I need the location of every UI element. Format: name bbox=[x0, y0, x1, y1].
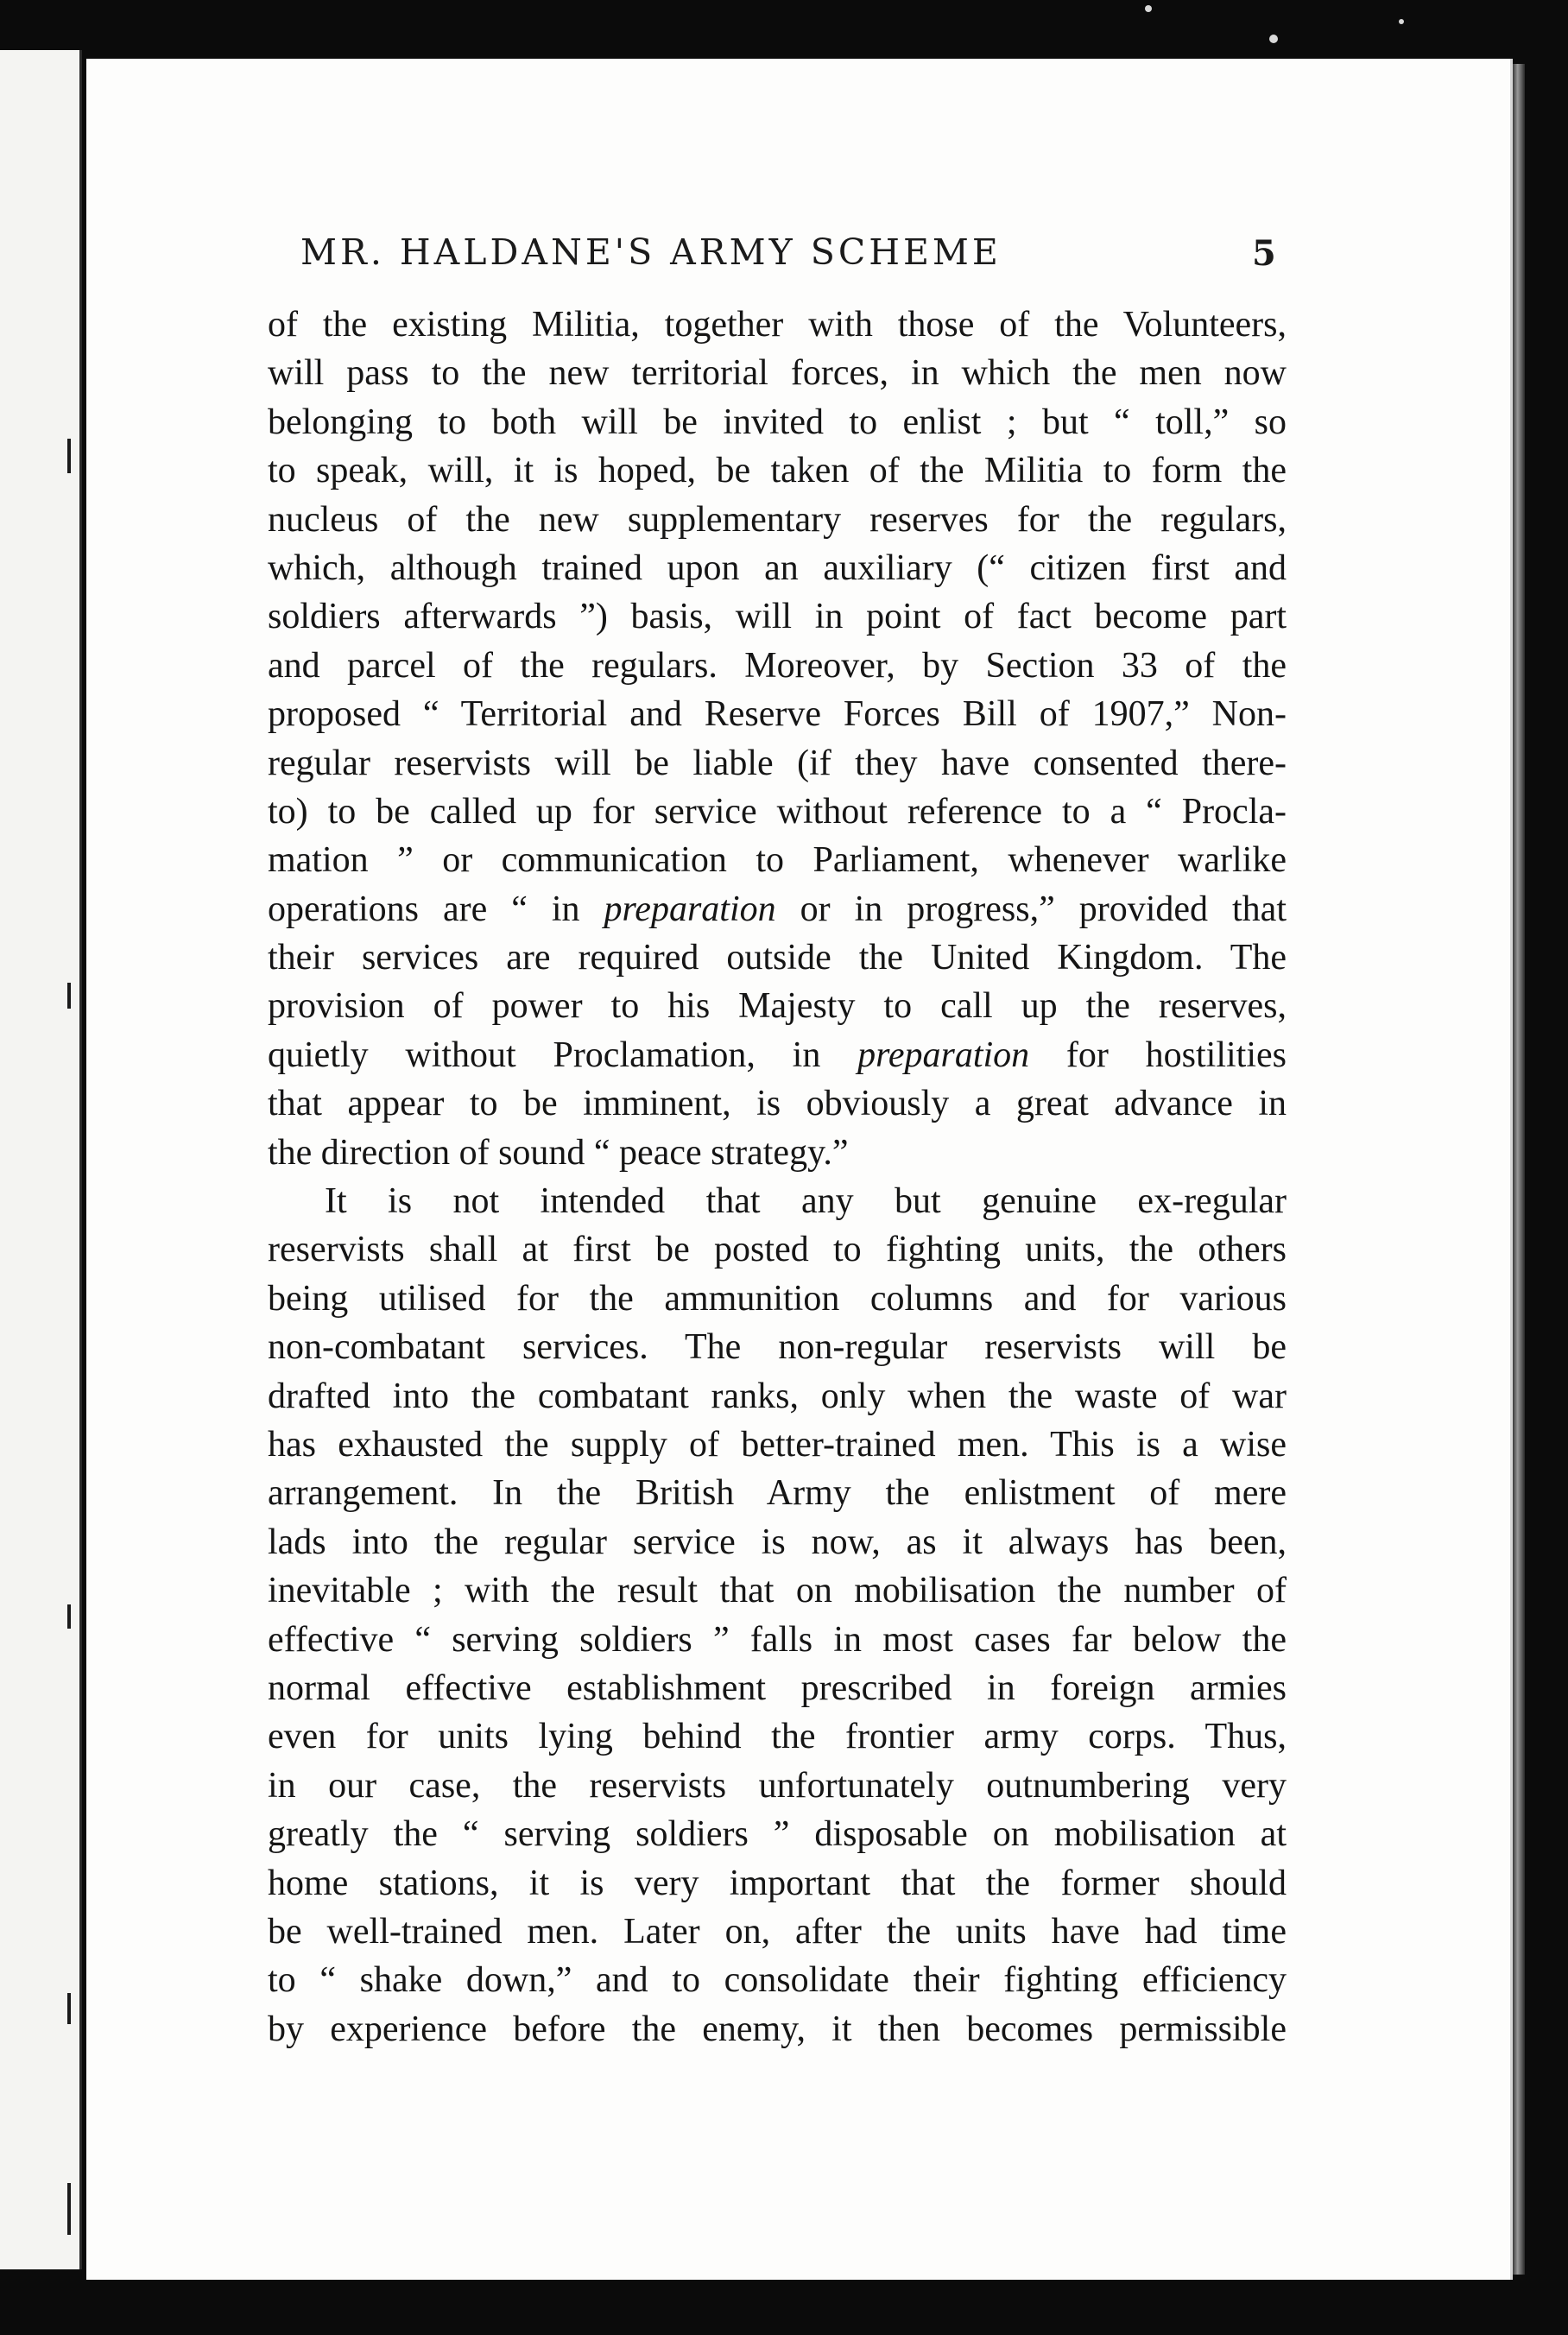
text-line: be well-trained men. Later on, after the units have had time bbox=[268, 1911, 1287, 1952]
margin-mark bbox=[67, 983, 71, 1009]
running-title: MR. HALDANE'S ARMY SCHEME bbox=[300, 231, 1002, 273]
text-line: It is not intended that any but genuine ex-regular bbox=[325, 1181, 1287, 1222]
margin-mark bbox=[67, 2183, 71, 2235]
body-text bbox=[268, 301, 1287, 2053]
text-line: soldiers afterwards ”) basis, will in point of fact become part bbox=[268, 597, 1287, 637]
text-line: being utilised for the ammunition columns and for various bbox=[268, 1278, 1287, 1319]
text-line: nucleus of the new supplementary reserves for the regulars, bbox=[268, 499, 1287, 540]
dust-speck bbox=[1399, 19, 1404, 24]
text-line: which, although trained upon an auxiliary (“ citizen first and bbox=[268, 547, 1287, 588]
text-line: effective “ serving soldiers ” falls in most cases far below the bbox=[268, 1619, 1287, 1660]
page-number: 5 bbox=[1252, 233, 1276, 274]
paragraph bbox=[268, 301, 1287, 1177]
text-line: of the existing Militia, together with those of the Volunteers, bbox=[268, 305, 1287, 345]
text-line: inevitable ; with the result that on mobilisation the number of bbox=[268, 1571, 1287, 1611]
text-line: to “ shake down,” and to consolidate their fighting efficiency bbox=[268, 1960, 1287, 2001]
text-line: that appear to be imminent, is obviously a great advance in bbox=[268, 1084, 1287, 1124]
text-line: even for units lying behind the frontier army corps. Thus, bbox=[268, 1717, 1287, 1757]
text-line: arrangement. In the British Army the enlistment of mere bbox=[268, 1473, 1287, 1514]
dust-speck bbox=[1145, 5, 1152, 12]
text-line: their services are required outside the United Kingdom. The bbox=[268, 938, 1287, 978]
text-line: by experience before the enemy, it then becomes permissible bbox=[268, 2009, 1287, 2049]
previous-page-edge bbox=[0, 50, 82, 2269]
text-line: greatly the “ serving soldiers ” disposable on mobilisation at bbox=[268, 1814, 1287, 1855]
dust-speck bbox=[1269, 35, 1278, 43]
text-line: proposed “ Territorial and Reserve Forces Bill of 1907,” Non- bbox=[268, 694, 1287, 735]
text-line: drafted into the combatant ranks, only when the waste of war bbox=[268, 1376, 1287, 1416]
text-line: has exhausted the supply of better-trained men. This is a wise bbox=[268, 1424, 1287, 1465]
text-line: non-combatant services. The non-regular reservists will be bbox=[268, 1327, 1287, 1368]
italic-emphasis: preparation bbox=[857, 1035, 1030, 1075]
text-line: quietly without Proclamation, in preparation for hostilities bbox=[268, 1035, 1287, 1075]
page-fore-edge bbox=[1513, 64, 1525, 2275]
text-line: home stations, it is very important that the former should bbox=[268, 1863, 1287, 1903]
text-line: reservists shall at first be posted to fighting units, the others bbox=[268, 1230, 1287, 1270]
text-line: mation ” or communication to Parliament, whenever warlike bbox=[268, 840, 1287, 881]
text-line: to speak, will, it is hoped, be taken of the Militia to form the bbox=[268, 451, 1287, 491]
italic-emphasis: preparation bbox=[604, 889, 776, 929]
margin-mark bbox=[67, 1604, 71, 1629]
margin-mark bbox=[67, 439, 71, 473]
text-line: operations are “ in preparation or in progress,” provided that bbox=[268, 889, 1287, 929]
text-line: the direction of sound “ peace strategy.” bbox=[268, 1132, 849, 1173]
text-line: to) to be called up for service without reference to a “ Procla- bbox=[268, 791, 1287, 832]
paragraph bbox=[268, 1177, 1287, 2053]
text-line: lads into the regular service is now, as it always has been, bbox=[268, 1522, 1287, 1562]
text-line: belonging to both will be invited to enlist ; but “ toll,” so bbox=[268, 402, 1287, 442]
margin-mark bbox=[67, 1993, 71, 2024]
text-line: in our case, the reservists unfortunately outnumbering very bbox=[268, 1765, 1287, 1806]
text-line: regular reservists will be liable (if they have consented there- bbox=[268, 743, 1287, 783]
text-line: provision of power to his Majesty to call up the reserves, bbox=[268, 986, 1287, 1027]
text-line: and parcel of the regulars. Moreover, by Section 33 of the bbox=[268, 645, 1287, 686]
text-line: will pass to the new territorial forces, in which the men now bbox=[268, 353, 1287, 394]
text-line: normal effective establishment prescribed in foreign armies bbox=[268, 1667, 1287, 1708]
